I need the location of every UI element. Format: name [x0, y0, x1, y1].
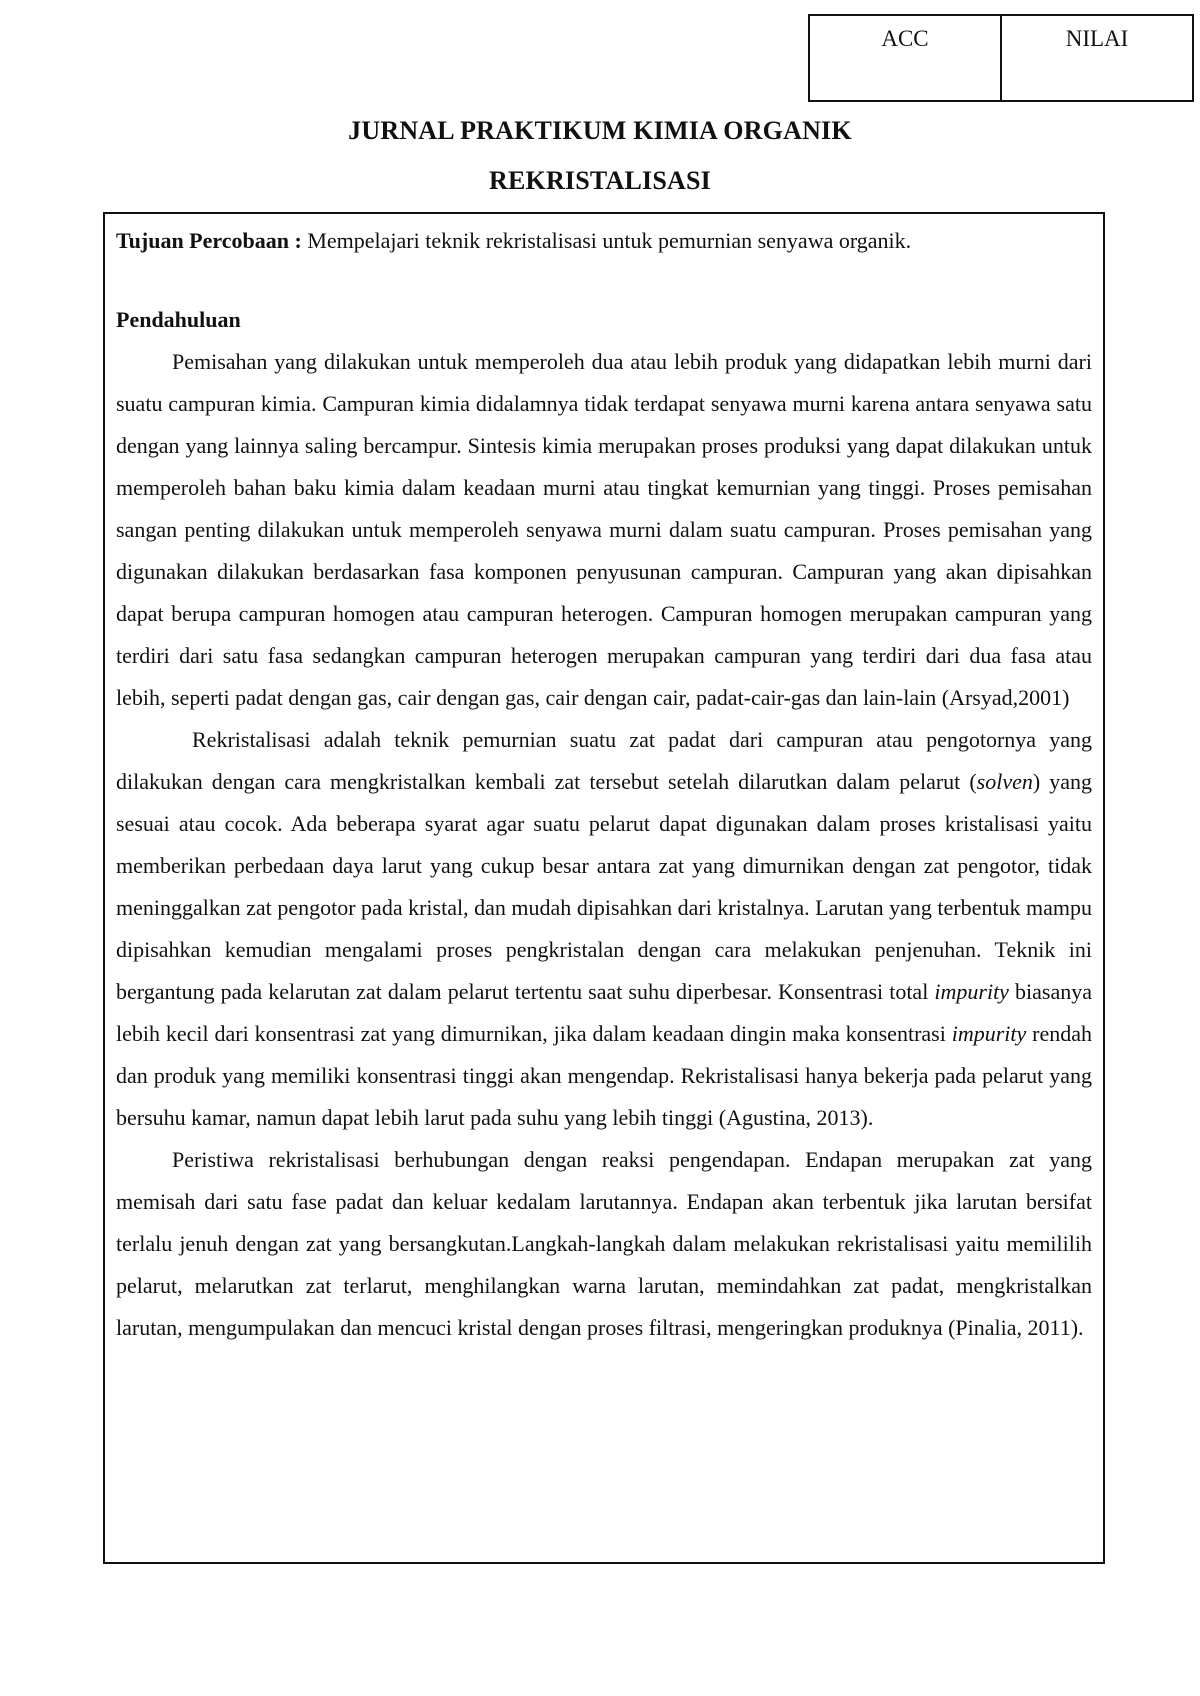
introduction-paragraph-1: Pemisahan yang dilakukan untuk memperoleh dua atau lebih produk yang didapatkan lebih murni dari suatu campuran kimia. Campuran kimia didalamnya tidak terdapat senyawa murni karena antara senyawa satu dengan yang lainnya saling bercampur. Sintesis kimia merupakan proses produksi yang dapat dilakukan untuk memperoleh bahan baku kimia dalam keadaan murni atau tingkat kemurnian yang tinggi. Proses pemisahan sangan penting dilakukan untuk memperoleh senyawa murni dalam suatu campuran. Proses pemisahan yang digunakan dilakukan berdasarkan fasa komponen penyusunan campuran. Campuran yang akan dipisahkan dapat berupa campuran homogen atau campuran heterogen. Campuran homogen merupakan campuran yang terdiri dari satu fasa sedangkan campuran heterogen merupakan campuran yang terdiri dari dua fasa atau lebih, seperti padat dengan gas, cair dengan gas, cair dengan cair, padat-cair-gas dan lain-lain (Arsyad,2001) — [116, 349, 1092, 710]
grade-box — [808, 14, 1194, 102]
introduction-paragraph-3: Peristiwa rekristalisasi berhubungan dengan reaksi pengendapan. Endapan merupakan zat yang memisah dari satu fase padat dan keluar kedalam larutannya. Endapan akan terbentuk jika larutan bersifat terlalu jenuh dengan zat yang bersangkutan.Langkah-langkah dalam melakukan rekristalisasi yaitu memililih pelarut, melarutkan zat terlarut, menghilangkan warna larutan, memindahkan zat padat, mengkristalkan larutan, mengumpulakan dan mencuci kristal dengan proses filtrasi, mengeringkan produknya (Pinalia, 2011). — [116, 1147, 1092, 1340]
nilai-cell: NILAI — [1000, 16, 1192, 100]
paragraph-2-text: biasanya lebih kecil dari konsentrasi zat yang dimurnikan, jika dalam keadaan dingin maka konsentrasi — [116, 979, 1092, 1046]
document-subtitle: REKRISTALISASI — [489, 166, 711, 195]
content-box — [103, 212, 1105, 1564]
italic-term-solven: solven — [976, 769, 1033, 794]
paragraph-2-text: rendah dan produk yang memiliki konsentrasi tinggi akan mengendap. Rekristalisasi hanya bekerja pada pelarut yang bersuhu kamar, namun dapat lebih larut pada suhu yang lebih tinggi (Agustina, 2013). — [116, 1021, 1092, 1130]
objective-text: Mempelajari teknik rekristalisasi untuk pemurnian senyawa organik. — [307, 228, 912, 253]
introduction-paragraph-2 — [116, 719, 1092, 1139]
document-title: JURNAL PRAKTIKUM KIMIA ORGANIK — [348, 116, 852, 145]
introduction-heading: Pendahuluan — [116, 307, 241, 332]
objective-line — [116, 224, 1092, 258]
italic-term-impurity: impurity — [934, 979, 1009, 1004]
italic-term-impurity: impurity — [951, 1021, 1027, 1046]
objective-label: Tujuan Percobaan : — [116, 228, 302, 253]
acc-cell: ACC — [881, 26, 929, 51]
paragraph-2-text: Rekristalisasi adalah teknik pemurnian suatu zat padat dari campuran atau pengotornya yang dilakukan dengan cara mengkristalkan kembali zat tersebut setelah dilarutkan dalam pelarut ( — [116, 727, 1092, 794]
paragraph-2-text: ) yang sesuai atau cocok. Ada beberapa syarat agar suatu pelarut dapat digunakan dalam proses kristalisasi yaitu memberikan perbedaan daya larut yang cukup besar antara zat yang dimurnikan dengan zat pengotor, tidak meninggalkan zat pengotor pada kristal, dan mudah dipisahkan dari kristalnya. Larutan yang terbentuk mampu dipisahkan kemudian mengalami proses pengkristalan dengan cara melakukan penjenuhan. Teknik ini bergantung pada kelarutan zat dalam pelarut tertentu saat suhu diperbesar. Konsentrasi total — [116, 769, 1092, 1004]
